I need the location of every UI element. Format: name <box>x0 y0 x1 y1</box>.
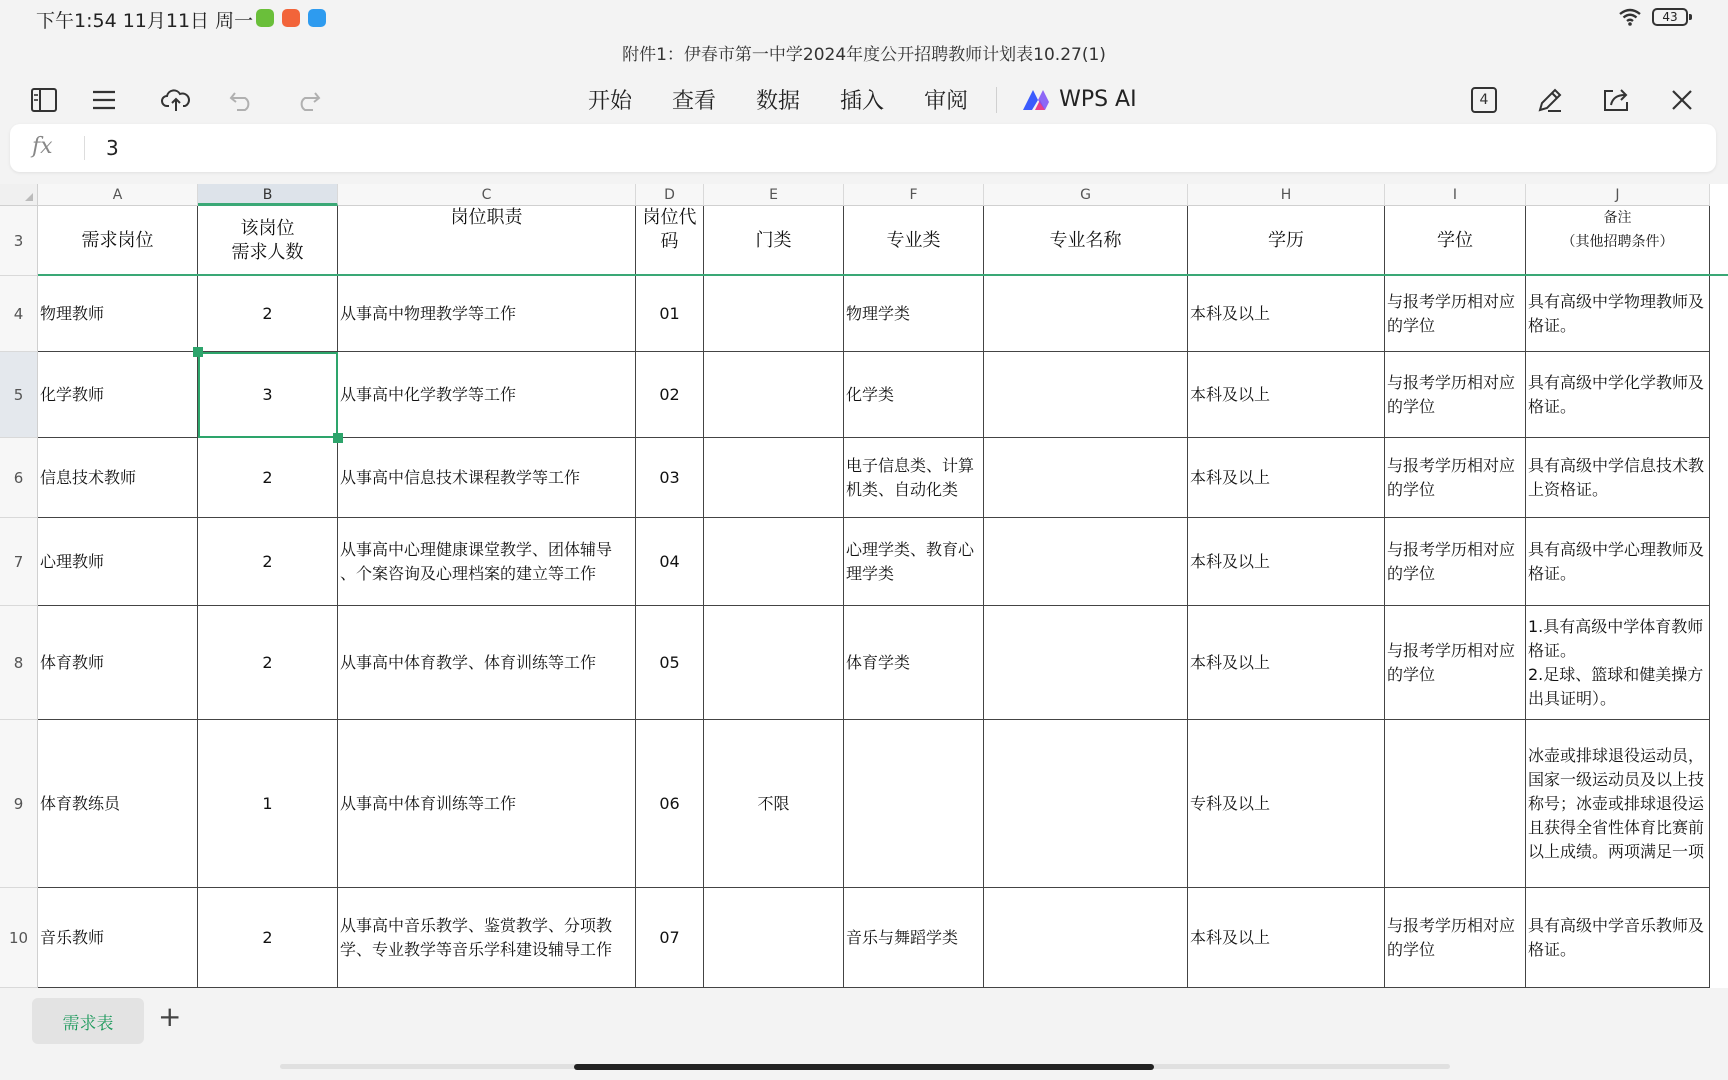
column-header-c[interactable]: C <box>338 184 636 206</box>
wps-ai-button[interactable] <box>1021 87 1137 112</box>
cell-education[interactable]: 本科及以上 <box>1188 352 1385 438</box>
add-sheet-icon[interactable]: + <box>158 1000 182 1033</box>
header-cell-degree[interactable]: 学位 <box>1385 206 1526 276</box>
pen-edit-icon[interactable] <box>1532 82 1568 118</box>
cell-major-name[interactable] <box>984 276 1188 352</box>
cell-major-name[interactable] <box>984 720 1188 888</box>
header-cell-remarks[interactable]: 备注 （其他招聘条件） <box>1526 206 1710 276</box>
cell-major-name[interactable] <box>984 518 1188 606</box>
battery-indicator: 43 <box>1652 8 1688 26</box>
cell-remarks[interactable]: 具有高级中学物理教师及 格证。 <box>1526 276 1710 352</box>
sheet-tab-bar <box>0 990 1728 1046</box>
cell-headcount[interactable]: 2 <box>198 276 338 352</box>
formula-input[interactable]: 3 <box>106 136 119 160</box>
column-header-g[interactable]: G <box>984 184 1188 206</box>
wps-ai-label: WPS AI <box>1059 87 1137 112</box>
selection-handle-end[interactable] <box>333 433 343 443</box>
cell-major-class[interactable]: 电子信息类、计算 机类、自动化类 <box>844 438 984 518</box>
header-cell-education[interactable]: 学历 <box>1188 206 1385 276</box>
formula-separator <box>84 136 85 160</box>
wifi-icon <box>1618 8 1642 26</box>
column-header-b[interactable]: B <box>198 184 338 206</box>
status-bar <box>0 0 1728 36</box>
menu-start[interactable]: 开始 <box>588 89 633 114</box>
cell-remarks[interactable]: 具有高级中学音乐教师及 格证。 <box>1526 888 1710 988</box>
cell-major-class[interactable]: 心理学类、教育心 理学类 <box>844 518 984 606</box>
fx-label[interactable]: fx <box>32 134 53 159</box>
cell-remarks[interactable]: 具有高级中学化学教师及 格证。 <box>1526 352 1710 438</box>
cell-demand-post[interactable]: 物理教师 <box>38 276 198 352</box>
header-cell-headcount[interactable]: 该岗位 需求人数 <box>198 206 338 276</box>
main-menu <box>588 84 1137 115</box>
column-header-f[interactable]: F <box>844 184 984 206</box>
cloud-upload-icon[interactable] <box>158 82 194 118</box>
cell-major-name[interactable] <box>984 352 1188 438</box>
cell-category[interactable] <box>704 276 844 352</box>
formula-bar <box>10 124 1716 172</box>
cell-remarks[interactable]: 1.具有高级中学体育教师 格证。 2.足球、篮球和健美操方 出具证明）。 <box>1526 606 1710 720</box>
upload-app-icon <box>308 9 326 27</box>
column-header-e[interactable]: E <box>704 184 844 206</box>
menu-view[interactable]: 查看 <box>672 89 717 114</box>
spreadsheet-grid <box>0 184 1728 988</box>
cell-demand-post[interactable]: 信息技术教师 <box>38 438 198 518</box>
header-cell-major-name[interactable]: 专业名称 <box>984 206 1188 276</box>
cell-degree[interactable] <box>1385 720 1526 888</box>
column-header-d[interactable]: D <box>636 184 704 206</box>
cell-category[interactable] <box>704 888 844 988</box>
row-header-8[interactable]: 8 <box>0 606 38 720</box>
cell-degree[interactable]: 与报考学历相对应 的学位 <box>1385 518 1526 606</box>
cell-major-class[interactable]: 音乐与舞蹈学类 <box>844 888 984 988</box>
header-cell-demand-post[interactable]: 需求岗位 <box>38 206 198 276</box>
row-header-6[interactable]: 6 <box>0 438 38 518</box>
header-cell-duties[interactable]: 岗位职责 <box>338 206 636 276</box>
cell-education[interactable]: 本科及以上 <box>1188 438 1385 518</box>
cell-major-class[interactable]: 体育学类 <box>844 606 984 720</box>
frozen-pane-divider <box>38 274 1728 276</box>
cell-remarks[interactable]: 具有高级中学心理教师及 格证。 <box>1526 518 1710 606</box>
cell-demand-post[interactable]: 心理教师 <box>38 518 198 606</box>
download-app-icon <box>256 9 274 27</box>
tab-count: 4 <box>1471 87 1497 113</box>
menu-data[interactable]: 数据 <box>756 89 801 114</box>
toolbar <box>0 78 1728 122</box>
cell-category[interactable] <box>704 352 844 438</box>
cell-headcount[interactable]: 2 <box>198 438 338 518</box>
row-header-9[interactable]: 9 <box>0 720 38 888</box>
cell-headcount[interactable]: 2 <box>198 888 338 988</box>
cell-headcount[interactable]: 1 <box>198 720 338 888</box>
cell-demand-post[interactable]: 体育教师 <box>38 606 198 720</box>
cell-education[interactable]: 本科及以上 <box>1188 606 1385 720</box>
cell-post-code[interactable]: 03 <box>636 438 704 518</box>
menu-icon[interactable] <box>86 82 122 118</box>
cell-duties[interactable]: 从事高中化学教学等工作 <box>338 352 636 438</box>
cell-headcount[interactable]: 3 <box>198 352 338 438</box>
cell-major-name[interactable] <box>984 438 1188 518</box>
column-header-j[interactable]: J <box>1526 184 1710 206</box>
cell-education[interactable]: 本科及以上 <box>1188 518 1385 606</box>
cell-duties[interactable]: 从事高中音乐教学、鉴赏教学、分项教 学、专业教学等音乐学科建设辅导工作 <box>338 888 636 988</box>
menu-insert[interactable]: 插入 <box>840 89 885 114</box>
cell-category[interactable]: 不限 <box>704 720 844 888</box>
cell-post-code[interactable]: 02 <box>636 352 704 438</box>
cell-degree[interactable]: 与报考学历相对应 的学位 <box>1385 438 1526 518</box>
cell-category[interactable] <box>704 438 844 518</box>
cell-major-class[interactable]: 物理学类 <box>844 276 984 352</box>
cell-major-name[interactable] <box>984 606 1188 720</box>
wps-ai-logo-icon <box>1021 88 1051 112</box>
row-header-7[interactable]: 7 <box>0 518 38 606</box>
menu-review[interactable]: 审阅 <box>924 89 969 114</box>
header-cell-post-code[interactable]: 岗位代 码 <box>636 206 704 276</box>
header-cell-major-class[interactable]: 专业类 <box>844 206 984 276</box>
cell-demand-post[interactable]: 音乐教师 <box>38 888 198 988</box>
row-header-10[interactable]: 10 <box>0 888 38 988</box>
cell-category[interactable] <box>704 606 844 720</box>
cell-degree[interactable]: 与报考学历相对应 的学位 <box>1385 888 1526 988</box>
row-header-4[interactable]: 4 <box>0 276 38 352</box>
cell-degree[interactable]: 与报考学历相对应 的学位 <box>1385 276 1526 352</box>
column-header-a[interactable]: A <box>38 184 198 206</box>
column-header-h[interactable]: H <box>1188 184 1385 206</box>
cell-post-code[interactable]: 06 <box>636 720 704 888</box>
cell-degree[interactable]: 与报考学历相对应 的学位 <box>1385 352 1526 438</box>
status-time: 下午1:54 11月11日 周一 <box>36 10 254 32</box>
cell-duties[interactable]: 从事高中信息技术课程教学等工作 <box>338 438 636 518</box>
cell-duties[interactable]: 从事高中体育教学、体育训练等工作 <box>338 606 636 720</box>
menu-separator <box>996 87 997 113</box>
column-header-i[interactable]: I <box>1385 184 1526 206</box>
redo-icon[interactable] <box>290 82 326 118</box>
cell-education[interactable]: 本科及以上 <box>1188 888 1385 988</box>
cell-major-class[interactable]: 化学类 <box>844 352 984 438</box>
sidebar-toggle-icon[interactable] <box>26 82 62 118</box>
sheet-tab-demand[interactable]: 需求表 <box>32 998 144 1044</box>
document-title: 附件1：伊春市第一中学2024年度公开招聘教师计划表10.27(1) <box>622 45 1106 65</box>
tabs-count-icon[interactable] <box>1466 82 1502 118</box>
cell-headcount[interactable]: 2 <box>198 606 338 720</box>
cell-demand-post[interactable]: 化学教师 <box>38 352 198 438</box>
cell-demand-post[interactable]: 体育教练员 <box>38 720 198 888</box>
cell-post-code[interactable]: 04 <box>636 518 704 606</box>
cell-remarks[interactable]: 冰壶或排球退役运动员， 国家一级运动员及以上技 称号；冰壶或排球退役运 且获得全省性体育比赛前 以上成绩。两项满足一项 <box>1526 720 1710 888</box>
cell-duties[interactable]: 从事高中心理健康课堂教学、团体辅导 、个案咨询及心理档案的建立等工作 <box>338 518 636 606</box>
cell-duties[interactable]: 从事高中体育训练等工作 <box>338 720 636 888</box>
row-header-3[interactable]: 3 <box>0 206 38 276</box>
cell-headcount[interactable]: 2 <box>198 518 338 606</box>
cell-remarks[interactable]: 具有高级中学信息技术教 上资格证。 <box>1526 438 1710 518</box>
selection-handle-start[interactable] <box>193 347 203 357</box>
cell-post-code[interactable]: 05 <box>636 606 704 720</box>
cell-major-name[interactable] <box>984 888 1188 988</box>
header-cell-category[interactable]: 门类 <box>704 206 844 276</box>
cell-education[interactable]: 本科及以上 <box>1188 276 1385 352</box>
close-icon[interactable] <box>1664 82 1700 118</box>
cell-post-code[interactable]: 07 <box>636 888 704 988</box>
row-header-5[interactable]: 5 <box>0 352 38 438</box>
horizontal-scroll-thumb[interactable] <box>574 1064 1154 1070</box>
cell-education[interactable]: 专科及以上 <box>1188 720 1385 888</box>
status-right <box>1618 8 1688 26</box>
cell-degree[interactable]: 与报考学历相对应 的学位 <box>1385 606 1526 720</box>
grid-app-icon <box>282 9 300 27</box>
status-app-icons <box>256 9 326 27</box>
select-all-corner[interactable] <box>0 184 38 206</box>
share-icon[interactable] <box>1598 82 1634 118</box>
undo-icon[interactable] <box>224 82 260 118</box>
cell-duties[interactable]: 从事高中物理教学等工作 <box>338 276 636 352</box>
cell-post-code[interactable]: 01 <box>636 276 704 352</box>
cell-category[interactable] <box>704 518 844 606</box>
cell-major-class[interactable] <box>844 720 984 888</box>
